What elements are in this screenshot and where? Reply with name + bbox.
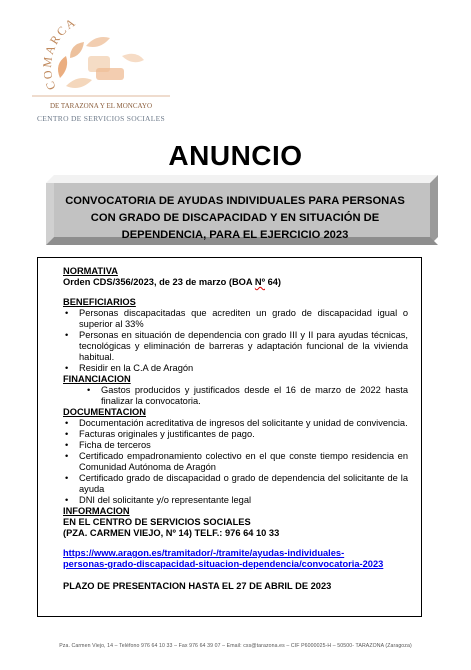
- banner-heading: [62, 193, 408, 244]
- informacion-heading: INFORMACION: [63, 506, 130, 516]
- banner-line: CON GRADO DE DISCAPACIDAD Y EN SITUACIÓN DE: [90, 212, 380, 224]
- banner-line: DEPENDENCIA, PARA EL EJERCICIO 2023: [121, 229, 349, 241]
- list-item: • Certificado empadronamiento colectivo en el que conste tiempo residencia en Comunidad Autónoma de Aragón: [63, 451, 408, 473]
- list-item: • Gastos producidos y justificados desde el 16 de marzo de 2022 hasta finalizar la convocatoria.: [85, 385, 408, 407]
- announcement-content: [63, 266, 408, 592]
- documentacion-heading: DOCUMENTACION: [63, 407, 146, 417]
- list-item: • Personas en situación de dependencia con grado III y II para ayudas técnicas, tecnológicas y eliminación de barreras y adaptación funcional de la vivienda habitual.: [63, 330, 408, 363]
- link-line: https://www.aragon.es/tramitador/-/tramite/ayudas-individuales-: [63, 548, 345, 558]
- financiacion-heading: FINANCIACION: [63, 374, 131, 384]
- beneficiarios-list: [63, 308, 408, 374]
- plazo-text: PLAZO DE PRESENTACION HASTA EL 27 DE ABRIL DE 2023: [63, 581, 332, 591]
- beneficiarios-heading: BENEFICIARIOS: [63, 297, 136, 307]
- link-line: personas-grado-discapacidad-situacion-dependencia/convocatoria-2023: [63, 559, 384, 569]
- banner-line: CONVOCATORIA DE AYUDAS INDIVIDUALES PARA PERSONAS: [65, 195, 405, 207]
- normativa-order: [63, 277, 408, 288]
- list-item: • Facturas originales y justificantes de pago.: [63, 429, 408, 440]
- convocatoria-link[interactable]: [63, 548, 408, 570]
- logo-centro-text: CENTRO DE SERVICIOS SOCIALES: [36, 114, 165, 123]
- list-item: • Certificado grado de discapacidad o grado de dependencia del solicitante de la ayuda: [63, 473, 408, 495]
- comarca-logo: [26, 16, 176, 128]
- logo-place-text: DE TARAZONA Y EL MONCAYO: [49, 102, 153, 110]
- page-title: ANUNCIO: [168, 140, 303, 171]
- informacion-line: (PZA. CARMEN VIEJO, Nº 14) TELF.: 976 64 10 33: [63, 528, 280, 538]
- order-number-label: Nº: [254, 277, 265, 287]
- list-item: • Documentación acreditativa de ingresos del solicitante y unidad de convivencia.: [63, 418, 408, 429]
- order-prefix: Orden CDS/356/2023, de 23 de marzo (BOA: [63, 277, 255, 287]
- logo-emblem-icon: [26, 16, 176, 106]
- order-suffix: 64): [265, 277, 282, 287]
- list-item: • Ficha de terceros: [63, 440, 408, 451]
- normativa-heading: NORMATIVA: [63, 266, 118, 276]
- documentacion-list: [63, 418, 408, 506]
- footer-address: Pza. Carmen Viejo, 14 – Teléfono 976 64 10 33 – Fax 976 64 39 07 – Email: css@tarazona.es – CIF P6000025-H – 50500- TARAZONA (Zaragoza): [59, 643, 412, 649]
- list-item: • Personas discapacitadas que acrediten un grado de discapacidad igual o superior al 33%: [63, 308, 408, 330]
- list-item: • DNI del solicitante y/o representante legal: [63, 495, 408, 506]
- financiacion-list: [63, 385, 408, 407]
- list-item: • Residir en la C.A de Aragón: [63, 363, 408, 374]
- informacion-line: EN EL CENTRO DE SERVICIOS SOCIALES: [63, 517, 251, 527]
- logo-arc-text: COMARCA: [39, 16, 80, 92]
